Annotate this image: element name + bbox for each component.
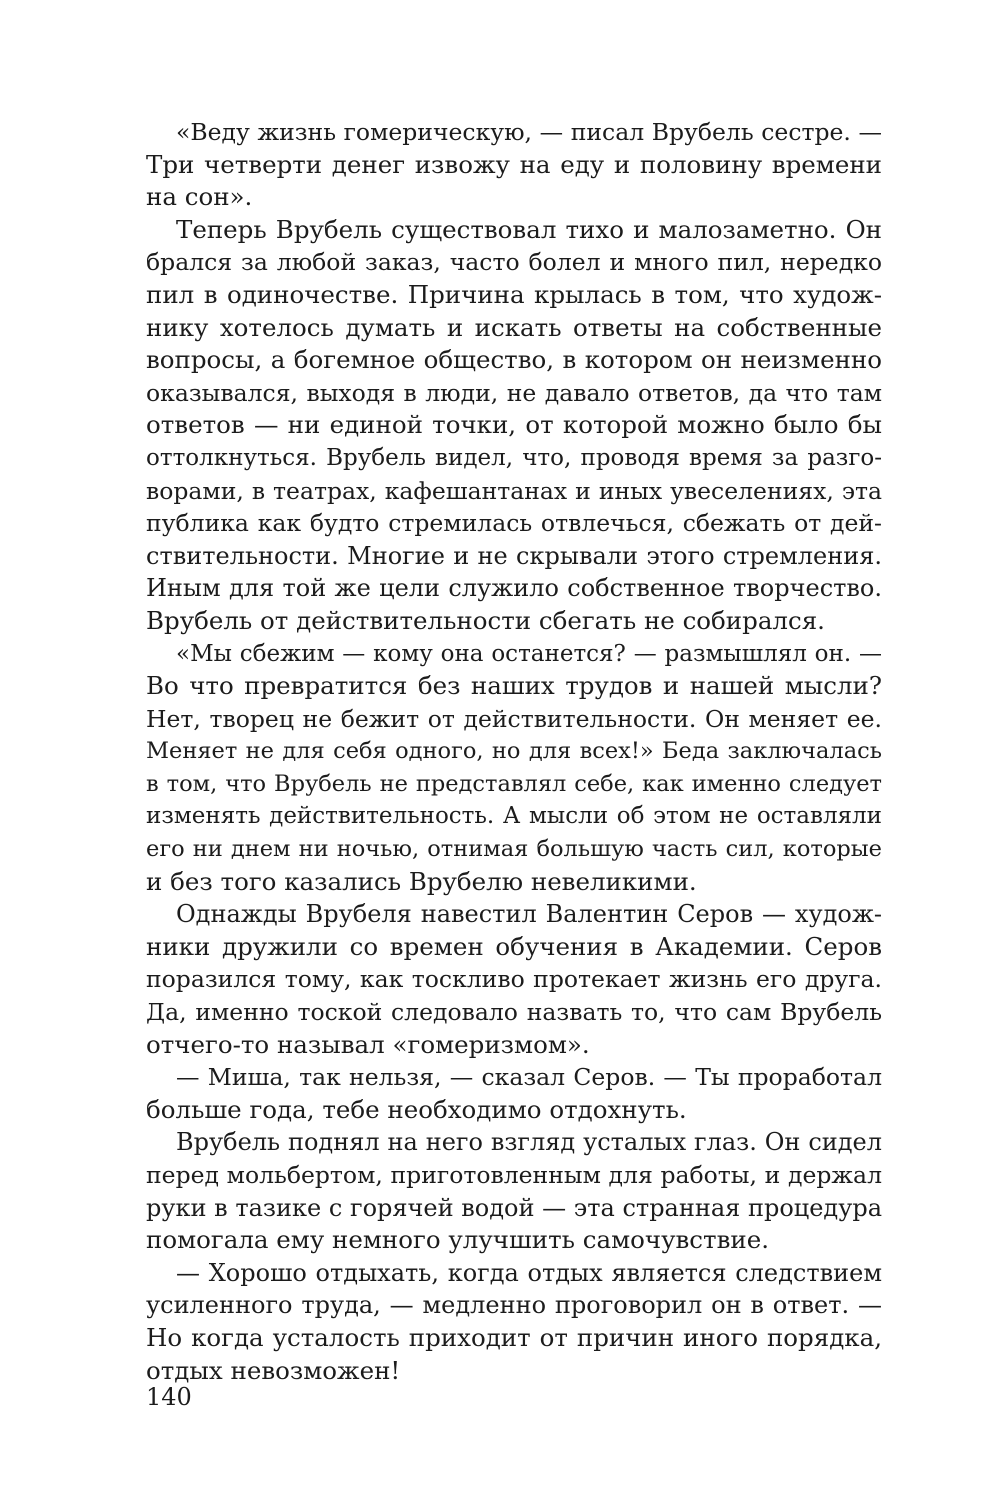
text-line: отчего-то называл «гомеризмом». [146, 1029, 590, 1059]
text-line: Иным для той же цели служило собственное творчество. [146, 574, 882, 603]
text-line: в том, что Врубель не представлял себе, как именно следует [146, 770, 882, 797]
text-line: руки в тазике с горячей водой — эта странная процедура [146, 1193, 882, 1222]
paragraph [146, 898, 882, 1061]
text-line: вопросы, а богемное общество, в котором он неизменно [146, 345, 882, 375]
text-line: перед мольбертом, приготовленным для работы, и держал [146, 1161, 882, 1189]
text-line: его ни днем ни ночью, отнимая большую часть сил, которые [146, 836, 882, 863]
text-line: — Миша, так нельзя, — сказал Серов. — Ты проработал [176, 1063, 882, 1092]
text-line: Врубель поднял на него взгляд усталых глаз. Он сидел [176, 1128, 882, 1157]
text-line: отдых невозможен! [146, 1355, 401, 1385]
text-line: ответов — ни единой точки, от которой можно было бы [146, 410, 882, 440]
text-line: оказывался, выходя в люди, не давало ответов, да что там [146, 378, 882, 407]
text-line: ворами, в театрах, кафешантанах и иных увеселениях, эта [146, 476, 882, 505]
text-line: изменять действительность. А мысли об этом не оставляли [146, 803, 882, 830]
text-line: оттолкнуться. Врубель видел, что, проводя время за разго- [146, 444, 882, 471]
page-body [146, 116, 882, 1387]
text-line: ники дружили со времен обучения в Академии. Серов [146, 931, 882, 961]
text-line: усиленного труда, — медленно проговорил он в ответ. — [146, 1291, 882, 1320]
text-line: Во что превратится без наших трудов и нашей мысли? [146, 671, 882, 701]
text-line: «Мы сбежим — кому она останется? — размышлял он. — [176, 640, 882, 667]
text-line: «Веду жизнь гомерическую, — писал Врубель сестре. — [176, 118, 882, 146]
text-line: Но когда усталость приходит от причин иного порядка, [146, 1322, 882, 1352]
paragraph [146, 1257, 882, 1387]
text-line: Да, именно тоской следовало назвать то, что сам Врубель [146, 998, 882, 1027]
text-line: и без того казались Врубелю невеликими. [146, 866, 697, 896]
text-line: помогала ему немного улучшить самочувствие. [146, 1225, 769, 1255]
page-number: 140 [146, 1383, 192, 1411]
text-line: Однажды Врубеля навестил Валентин Серов — худож- [176, 900, 882, 929]
text-line: Теперь Врубель существовал тихо и малозаметно. Он [176, 214, 882, 244]
text-line: больше года, тебе необходимо отдохнуть. [146, 1094, 687, 1124]
text-line: Нет, творец не бежит от действительности. Он меняет ее. [146, 704, 882, 733]
text-line: публика как будто стремилась отвлечься, сбежать от дей- [146, 509, 882, 538]
text-line: Врубель от действительности сбегать не собирался. [146, 605, 825, 635]
paragraph [146, 214, 882, 638]
text-line: пил в одиночестве. Причина крылась в том, что худож- [146, 279, 882, 309]
text-line: Меняет не для себя одного, но для всех!» Беда заключалась [146, 738, 882, 765]
paragraph [146, 116, 882, 214]
paragraph [146, 1061, 882, 1126]
paragraph [146, 1126, 882, 1256]
paragraph [146, 638, 882, 899]
text-line: на сон». [146, 182, 253, 212]
text-line: Три четверти денег извожу на еду и половину времени [146, 149, 882, 179]
text-line: ствительности. Многие и не скрывали этого стремления. [146, 541, 882, 570]
text-line: поразился тому, как тоскливо протекает жизнь его друга. [146, 965, 882, 994]
text-line: нику хотелось думать и искать ответы на собственные [146, 312, 882, 342]
text-line: брался за любой заказ, часто болел и много пил, нередко [146, 248, 882, 277]
text-line: — Хорошо отдыхать, когда отдых является следствием [176, 1258, 882, 1287]
